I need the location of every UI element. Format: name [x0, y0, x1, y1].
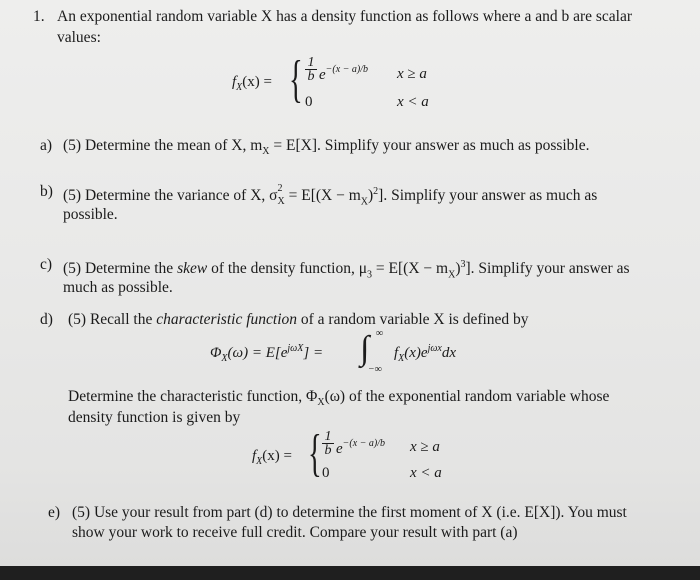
integrand: $f_X(x)e^{j\omega x}dx$ — [394, 343, 457, 364]
part-e-label: e) — [48, 504, 61, 521]
pdf-fraction: $\frac{1}{b}$ — [305, 56, 317, 84]
pdf2-exponential: $e^{-(x - a)/b}$ — [336, 438, 386, 457]
pdf-lhs: $f_X(x)$ = — [232, 74, 272, 93]
bottom-edge-shadow — [0, 566, 700, 580]
part-e-text-2: show your work to receive full credit. Compare your result with part (a) — [72, 524, 518, 541]
pdf-condition-1: x ≥ a — [397, 66, 427, 82]
pdf2-zero: 0 — [322, 465, 330, 481]
brace: { — [289, 51, 303, 108]
part-b-text-1: (5) Determine the variance of X, σ 2 $_X = E[(X - m_X)^2]$. Simplify your answer as much as — [63, 183, 598, 208]
part-e-text-1: (5) Use your result from part (d) to determine the first moment of X (i.e. E[X]). You must — [72, 504, 627, 521]
part-c-label: c) — [40, 256, 53, 273]
part-a-label: a) — [40, 137, 53, 154]
brace: { — [308, 425, 322, 482]
part-d-text-3: density function is given by — [68, 409, 241, 426]
pdf2-condition-1: x ≥ a — [410, 439, 440, 455]
part-a-text: (5) Determine the mean of X, $m_X = E[X]$. Simplify your answer as much as possible. — [63, 137, 590, 158]
pdf-zero: 0 — [305, 94, 313, 110]
part-d-label: d) — [40, 311, 53, 328]
integral-upper-limit: ∞ — [376, 328, 384, 339]
pdf-exponential: $e^{-(x - a)/b}$ — [319, 64, 369, 83]
part-b-label: b) — [40, 183, 53, 200]
pdf2-fraction: $\frac{1}{b}$ — [322, 430, 334, 458]
part-c-text-2: much as possible. — [63, 279, 173, 296]
pdf2-condition-2: x < a — [410, 465, 442, 481]
intro-line-2: values: — [57, 29, 101, 46]
part-c-text-1: (5) Determine the skew of the density function, $\mu_3 = E[(X - m_X)^3]$. Simplify your answer as — [63, 259, 630, 281]
part-d-text-2: Determine the characteristic function, $\Phi_X(\omega)$ of the exponential random variable whose — [68, 388, 610, 409]
pdf2-lhs: $f_X(x)$ = — [252, 448, 292, 467]
cf-lhs: $\Phi_X(\omega) = E[e^{j\omega X}]$ = — [210, 343, 324, 364]
integral-sign: ∫ — [360, 330, 370, 367]
part-b-text-2: possible. — [63, 206, 118, 223]
intro-line-1: An exponential random variable X has a density function as follows where a and b are scalar — [57, 8, 633, 25]
pdf-condition-2: x < a — [397, 94, 429, 110]
question-number: 1. — [33, 8, 45, 25]
part-d-text-1: (5) Recall the characteristic function of a random variable X is defined by — [68, 311, 529, 328]
integral-lower-limit: −∞ — [368, 364, 382, 375]
